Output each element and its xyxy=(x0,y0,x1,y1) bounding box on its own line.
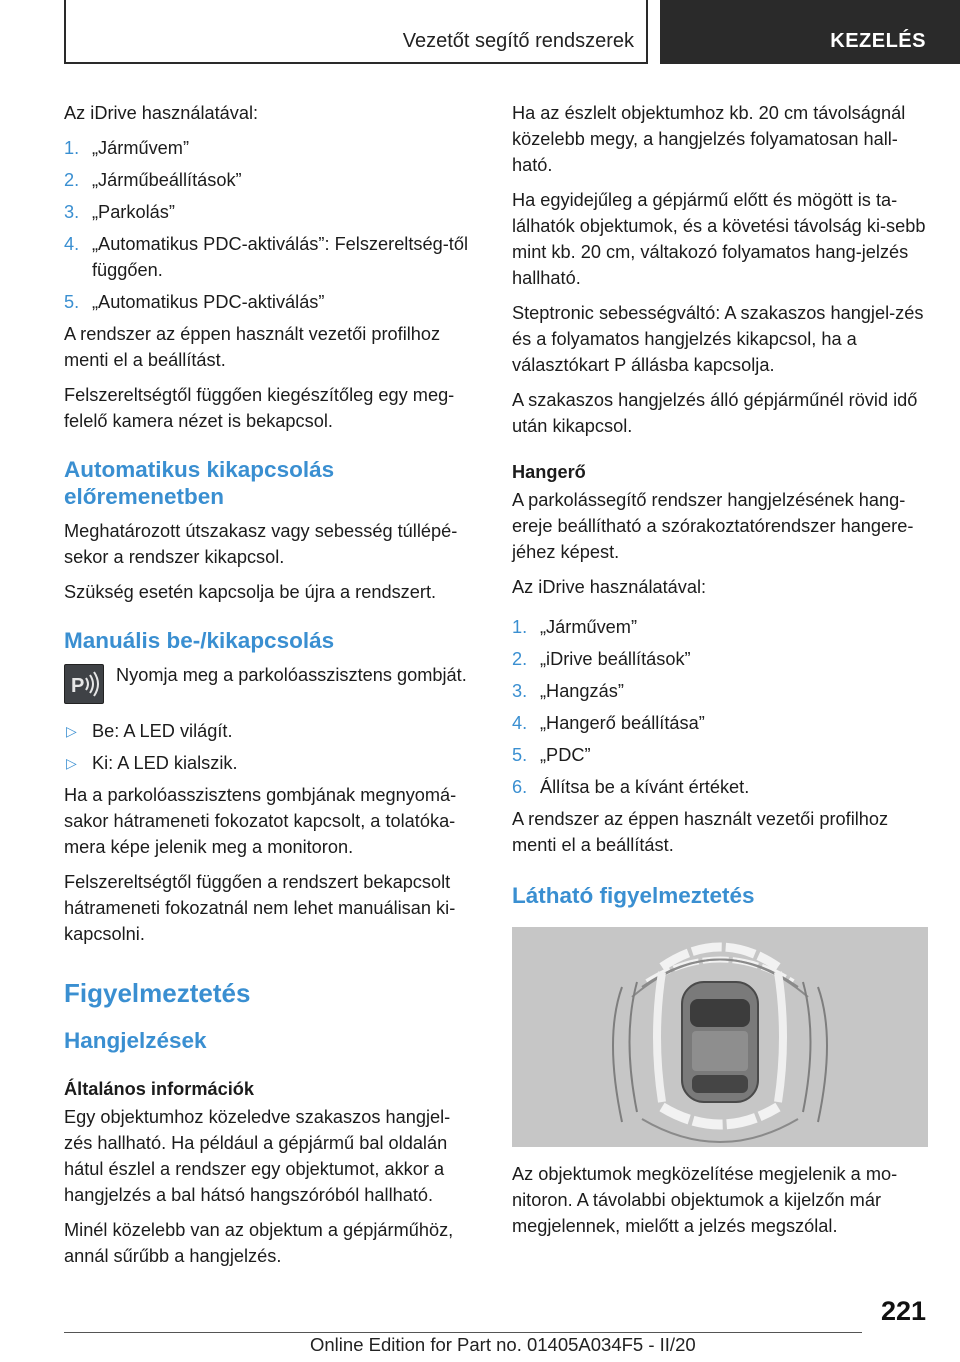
list-item: ▷ Ki: A LED kialszik. xyxy=(64,750,478,776)
heading-visual: Látható figyelmeztetés xyxy=(512,883,755,908)
heading-general: Általános információk xyxy=(64,1079,255,1099)
park-assist-button-icon xyxy=(64,664,104,704)
list-item: 3. „Parkolás” xyxy=(64,202,175,222)
heading-sounds: Hangjelzések xyxy=(64,1028,207,1053)
header-frame xyxy=(64,0,648,64)
heading-manual: Manuális be-/kikapcsolás xyxy=(64,628,335,653)
footer-divider xyxy=(64,1332,862,1333)
heading-warning: Figyelmeztetés xyxy=(64,978,251,1008)
paragraph: Egy objektumhoz közeledve szakaszos hangjel-zés hallható. Ha például a gépjármű bal oldalán hátul észlel a rendszer egy objektumot, akkor a hangjelzés a bal hátsó hangszóróból hallható. xyxy=(64,1107,451,1205)
idrive-intro: Az iDrive használatával: xyxy=(64,103,259,123)
list-item: 5. „Automatikus PDC-aktiválás” xyxy=(64,292,325,312)
right-column xyxy=(512,100,926,1248)
chapter-tab-label: KEZELÉS xyxy=(830,30,926,52)
chapter-tab xyxy=(660,0,960,64)
left-column xyxy=(64,100,478,1278)
list-item: 4. „Automatikus PDC-aktiválás”: Felszereltség-től függően. xyxy=(64,234,468,280)
heading-auto-off: Automatikus kikapcsolás előremenetben xyxy=(64,457,335,509)
paragraph: Ha egyidejűleg a gépjármű előtt és mögött is ta-lálhatók objektumok, és a követési távolság ki-sebb mint kb. 20 cm, váltakozó folyamatos hang-jelzés hallható. xyxy=(512,190,926,288)
list-item: 6. Állítsa be a kívánt értéket. xyxy=(512,777,750,797)
list-item: 2. „iDrive beállítások” xyxy=(512,649,691,669)
pdc-display-illustration xyxy=(512,927,928,1147)
list-item: 4. „Hangerő beállítása” xyxy=(512,713,705,733)
paragraph: Ha az észlelt objektumhoz kb. 20 cm távolságnál közelebb megy, a hangjelzés folyamatosan hall-ható. xyxy=(512,103,906,175)
step-list xyxy=(512,614,926,800)
car-top-view-icon xyxy=(512,927,928,1147)
edition-footer: Online Edition for Part no. 01405A034F5 - II/20 xyxy=(310,1334,696,1355)
paragraph: Steptronic sebességváltó: A szakaszos hangjel-zés és a folyamatos hangjelzés kikapcsol, ha a választókart P állásba kapcsolja. xyxy=(512,303,924,375)
press-button-text: Nyomja meg a parkolóasszisztens gombját. xyxy=(116,665,467,685)
step-list xyxy=(64,135,478,315)
paragraph: A szakaszos hangjelzés álló gépjárműnél rövid idő után kikapcsol. xyxy=(512,390,918,436)
led-bullets xyxy=(64,718,478,776)
paragraph: Felszereltségtől függően a rendszert bekapcsolt hátrameneti fokozatnál nem lehet manuálisan ki-kapcsolni. xyxy=(64,872,456,944)
paragraph: Meghatározott útszakasz vagy sebesség túllépé-sekor a rendszer kikapcsol. xyxy=(64,521,458,567)
list-item: ▷ Be: A LED világít. xyxy=(64,718,478,744)
park-assist-instruction xyxy=(64,662,478,706)
svg-text:P: P xyxy=(71,675,85,697)
triangle-bullet-icon: ▷ xyxy=(66,755,77,771)
triangle-bullet-icon: ▷ xyxy=(66,723,77,739)
paragraph: Az objektumok megközelítése megjelenik a mo-nitoron. A távolabbi objektumok a kijelzőn már megjelennek, mielőtt a jelzés megszólal. xyxy=(512,1164,898,1236)
list-item: 5. „PDC” xyxy=(512,745,591,765)
section-title: Vezetőt segítő rendszerek xyxy=(402,30,634,52)
page-number: 221 xyxy=(880,1296,926,1326)
list-item: 3. „Hangzás” xyxy=(512,681,624,701)
paragraph: Szükség esetén kapcsolja be újra a rendszert. xyxy=(64,582,437,602)
list-item: 1. „Járművem” xyxy=(64,138,190,158)
list-item: 1. „Járművem” xyxy=(512,617,638,637)
paragraph: Ha a parkolóasszisztens gombjának megnyomá-sakor hátrameneti fokozatot kapcsolt, a tolatóka-mera képe jelenik meg a monitoron. xyxy=(64,785,457,857)
paragraph: Felszereltségtől függően kiegészítőleg egy meg-felelő kamera nézet is bekapcsol. xyxy=(64,385,455,431)
idrive-intro: Az iDrive használatával: xyxy=(512,577,707,597)
list-item: 2. „Járműbeállítások” xyxy=(64,170,242,190)
heading-volume: Hangerő xyxy=(512,462,586,482)
paragraph: Minél közelebb van az objektum a gépjárműhöz, annál sűrűbb a hangjelzés. xyxy=(64,1220,454,1266)
paragraph: A rendszer az éppen használt vezetői profilhoz menti el a beállítást. xyxy=(512,809,889,855)
paragraph: A parkolássegítő rendszer hangjelzésének hang-ereje beállítható a szórakoztatórendszer hangere-jéhez képest. xyxy=(512,490,914,562)
paragraph: A rendszer az éppen használt vezetői profilhoz menti el a beállítást. xyxy=(64,324,441,370)
